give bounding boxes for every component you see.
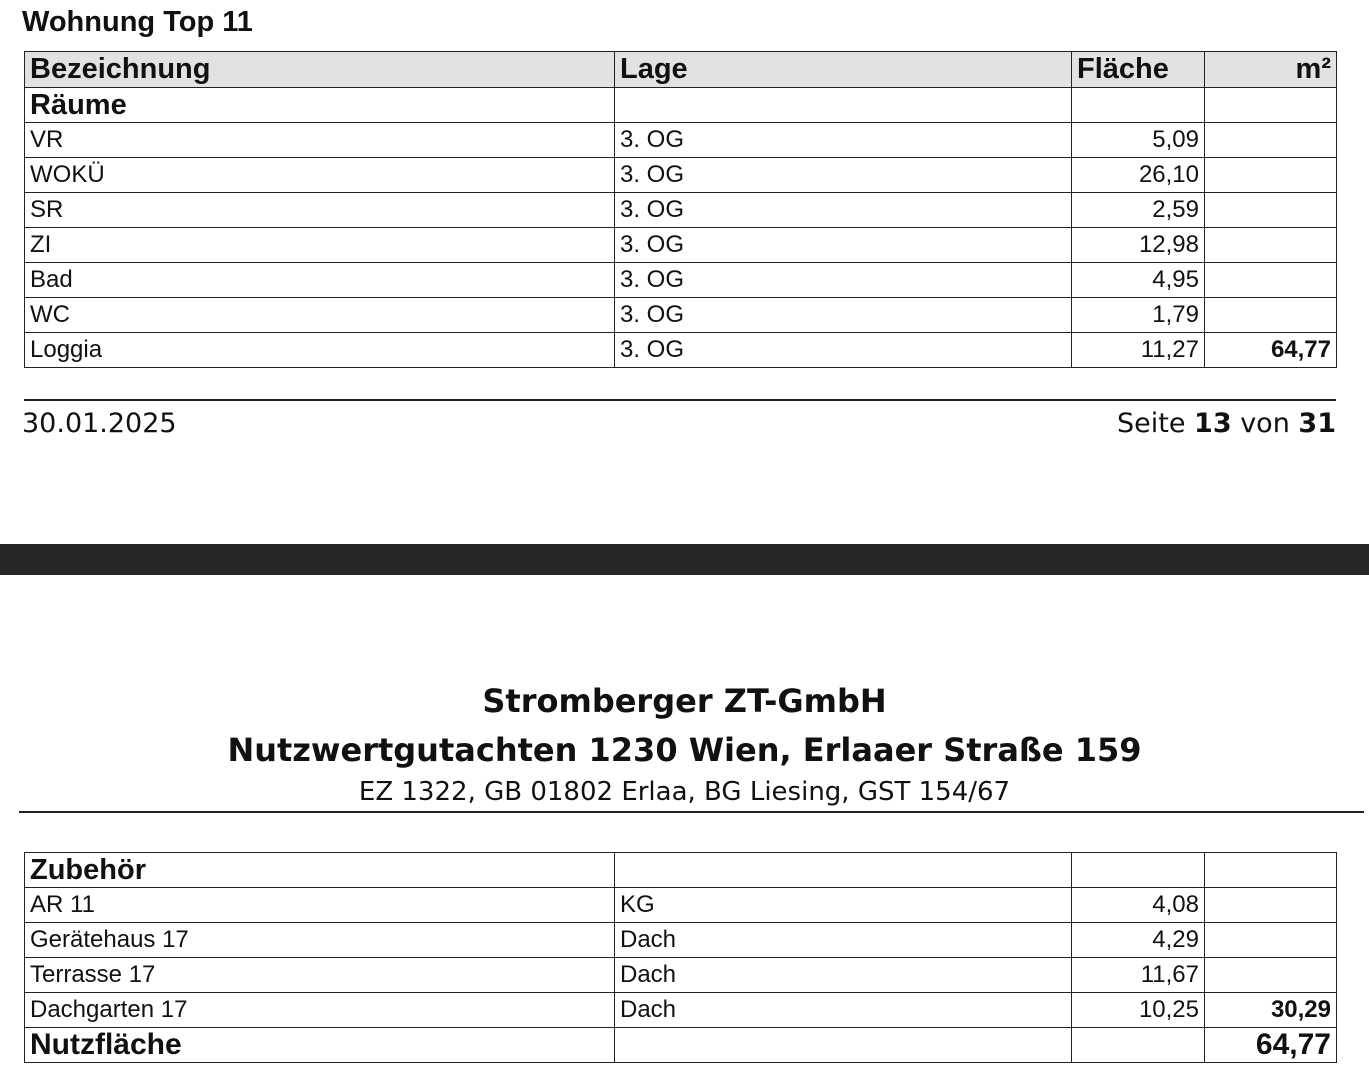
cell-lage: 3. OG xyxy=(615,193,1072,228)
cell-bezeichnung: WOKÜ xyxy=(25,158,615,193)
table-row xyxy=(25,193,1337,228)
page-indicator xyxy=(1117,408,1336,439)
section-row-raeume xyxy=(25,88,1337,123)
cell-bezeichnung: VR xyxy=(25,123,615,158)
cell-bezeichnung: AR 11 xyxy=(25,888,615,923)
cell-lage: 3. OG xyxy=(615,333,1072,368)
cell-flaeche: 11,27 xyxy=(1072,333,1205,368)
footer-divider xyxy=(24,399,1336,401)
table-header-row xyxy=(25,52,1337,88)
table-row xyxy=(25,333,1337,368)
project-title: Nutzwertgutachten 1230 Wien, Erlaaer Straße 159 xyxy=(227,731,1142,769)
cell-bezeichnung: ZI xyxy=(25,228,615,263)
page-total: 31 xyxy=(1298,408,1336,439)
table-row xyxy=(25,923,1337,958)
section-row-zubehoer xyxy=(25,853,1337,888)
accessories-table xyxy=(24,852,1337,1063)
cell-sum xyxy=(1205,958,1337,993)
table-row xyxy=(25,298,1337,333)
col-bezeichnung: Bezeichnung xyxy=(25,52,615,88)
cell-lage: 3. OG xyxy=(615,228,1072,263)
page-sep: von xyxy=(1240,408,1290,439)
table-row xyxy=(25,888,1337,923)
page-break-bar xyxy=(0,544,1369,575)
cell-lage: KG xyxy=(615,888,1072,923)
header-divider xyxy=(19,811,1364,813)
cell-flaeche: 26,10 xyxy=(1072,158,1205,193)
cell-sum: 30,29 xyxy=(1205,993,1337,1028)
unit-title: Wohnung Top 11 xyxy=(22,6,253,38)
cell-lage: Dach xyxy=(615,993,1072,1028)
cell-sum xyxy=(1205,263,1337,298)
cell-bezeichnung: Loggia xyxy=(25,333,615,368)
company-name: Stromberger ZT-GmbH xyxy=(482,682,887,720)
cell-flaeche: 1,79 xyxy=(1072,298,1205,333)
page-current: 13 xyxy=(1194,408,1232,439)
cell-flaeche: 10,25 xyxy=(1072,993,1205,1028)
cell-lage: Dach xyxy=(615,923,1072,958)
cell-sum xyxy=(1205,923,1337,958)
cell-sum xyxy=(1205,123,1337,158)
section-title-zubehoer: Zubehör xyxy=(25,853,615,888)
table-row xyxy=(25,228,1337,263)
cell-sum xyxy=(1205,228,1337,263)
table-row xyxy=(25,123,1337,158)
footer-date: 30.01.2025 xyxy=(22,408,177,439)
cell-flaeche: 4,08 xyxy=(1072,888,1205,923)
cell-sum xyxy=(1205,158,1337,193)
cell-lage: 3. OG xyxy=(615,123,1072,158)
cell-bezeichnung: Bad xyxy=(25,263,615,298)
cell-flaeche: 5,09 xyxy=(1072,123,1205,158)
cell-bezeichnung: Terrasse 17 xyxy=(25,958,615,993)
cell-sum xyxy=(1205,298,1337,333)
cell-lage: 3. OG xyxy=(615,263,1072,298)
cell-bezeichnung: Dachgarten 17 xyxy=(25,993,615,1028)
table-row xyxy=(25,263,1337,298)
table-row xyxy=(25,958,1337,993)
cell-bezeichnung: Gerätehaus 17 xyxy=(25,923,615,958)
total-row xyxy=(25,1028,1337,1063)
col-flaeche: Fläche xyxy=(1072,52,1205,88)
cell-sum xyxy=(1205,888,1337,923)
col-lage: Lage xyxy=(615,52,1072,88)
col-m2: m² xyxy=(1205,52,1337,88)
rooms-table xyxy=(24,51,1337,368)
cell-bezeichnung: WC xyxy=(25,298,615,333)
page-prefix: Seite xyxy=(1116,408,1186,439)
cell-flaeche: 4,29 xyxy=(1072,923,1205,958)
cell-flaeche: 11,67 xyxy=(1072,958,1205,993)
cell-flaeche: 4,95 xyxy=(1072,263,1205,298)
total-value: 64,77 xyxy=(1205,1028,1337,1063)
section-title-raeume: Räume xyxy=(25,88,615,123)
cell-flaeche: 2,59 xyxy=(1072,193,1205,228)
cell-flaeche: 12,98 xyxy=(1072,228,1205,263)
plot-info: EZ 1322, GB 01802 Erlaa, BG Liesing, GST 154/67 xyxy=(358,777,1011,807)
cell-lage: Dach xyxy=(615,958,1072,993)
table-row xyxy=(25,993,1337,1028)
cell-sum: 64,77 xyxy=(1205,333,1337,368)
table-row xyxy=(25,158,1337,193)
cell-bezeichnung: SR xyxy=(25,193,615,228)
total-label: Nutzfläche xyxy=(25,1028,615,1063)
cell-lage: 3. OG xyxy=(615,158,1072,193)
cell-sum xyxy=(1205,193,1337,228)
cell-lage: 3. OG xyxy=(615,298,1072,333)
